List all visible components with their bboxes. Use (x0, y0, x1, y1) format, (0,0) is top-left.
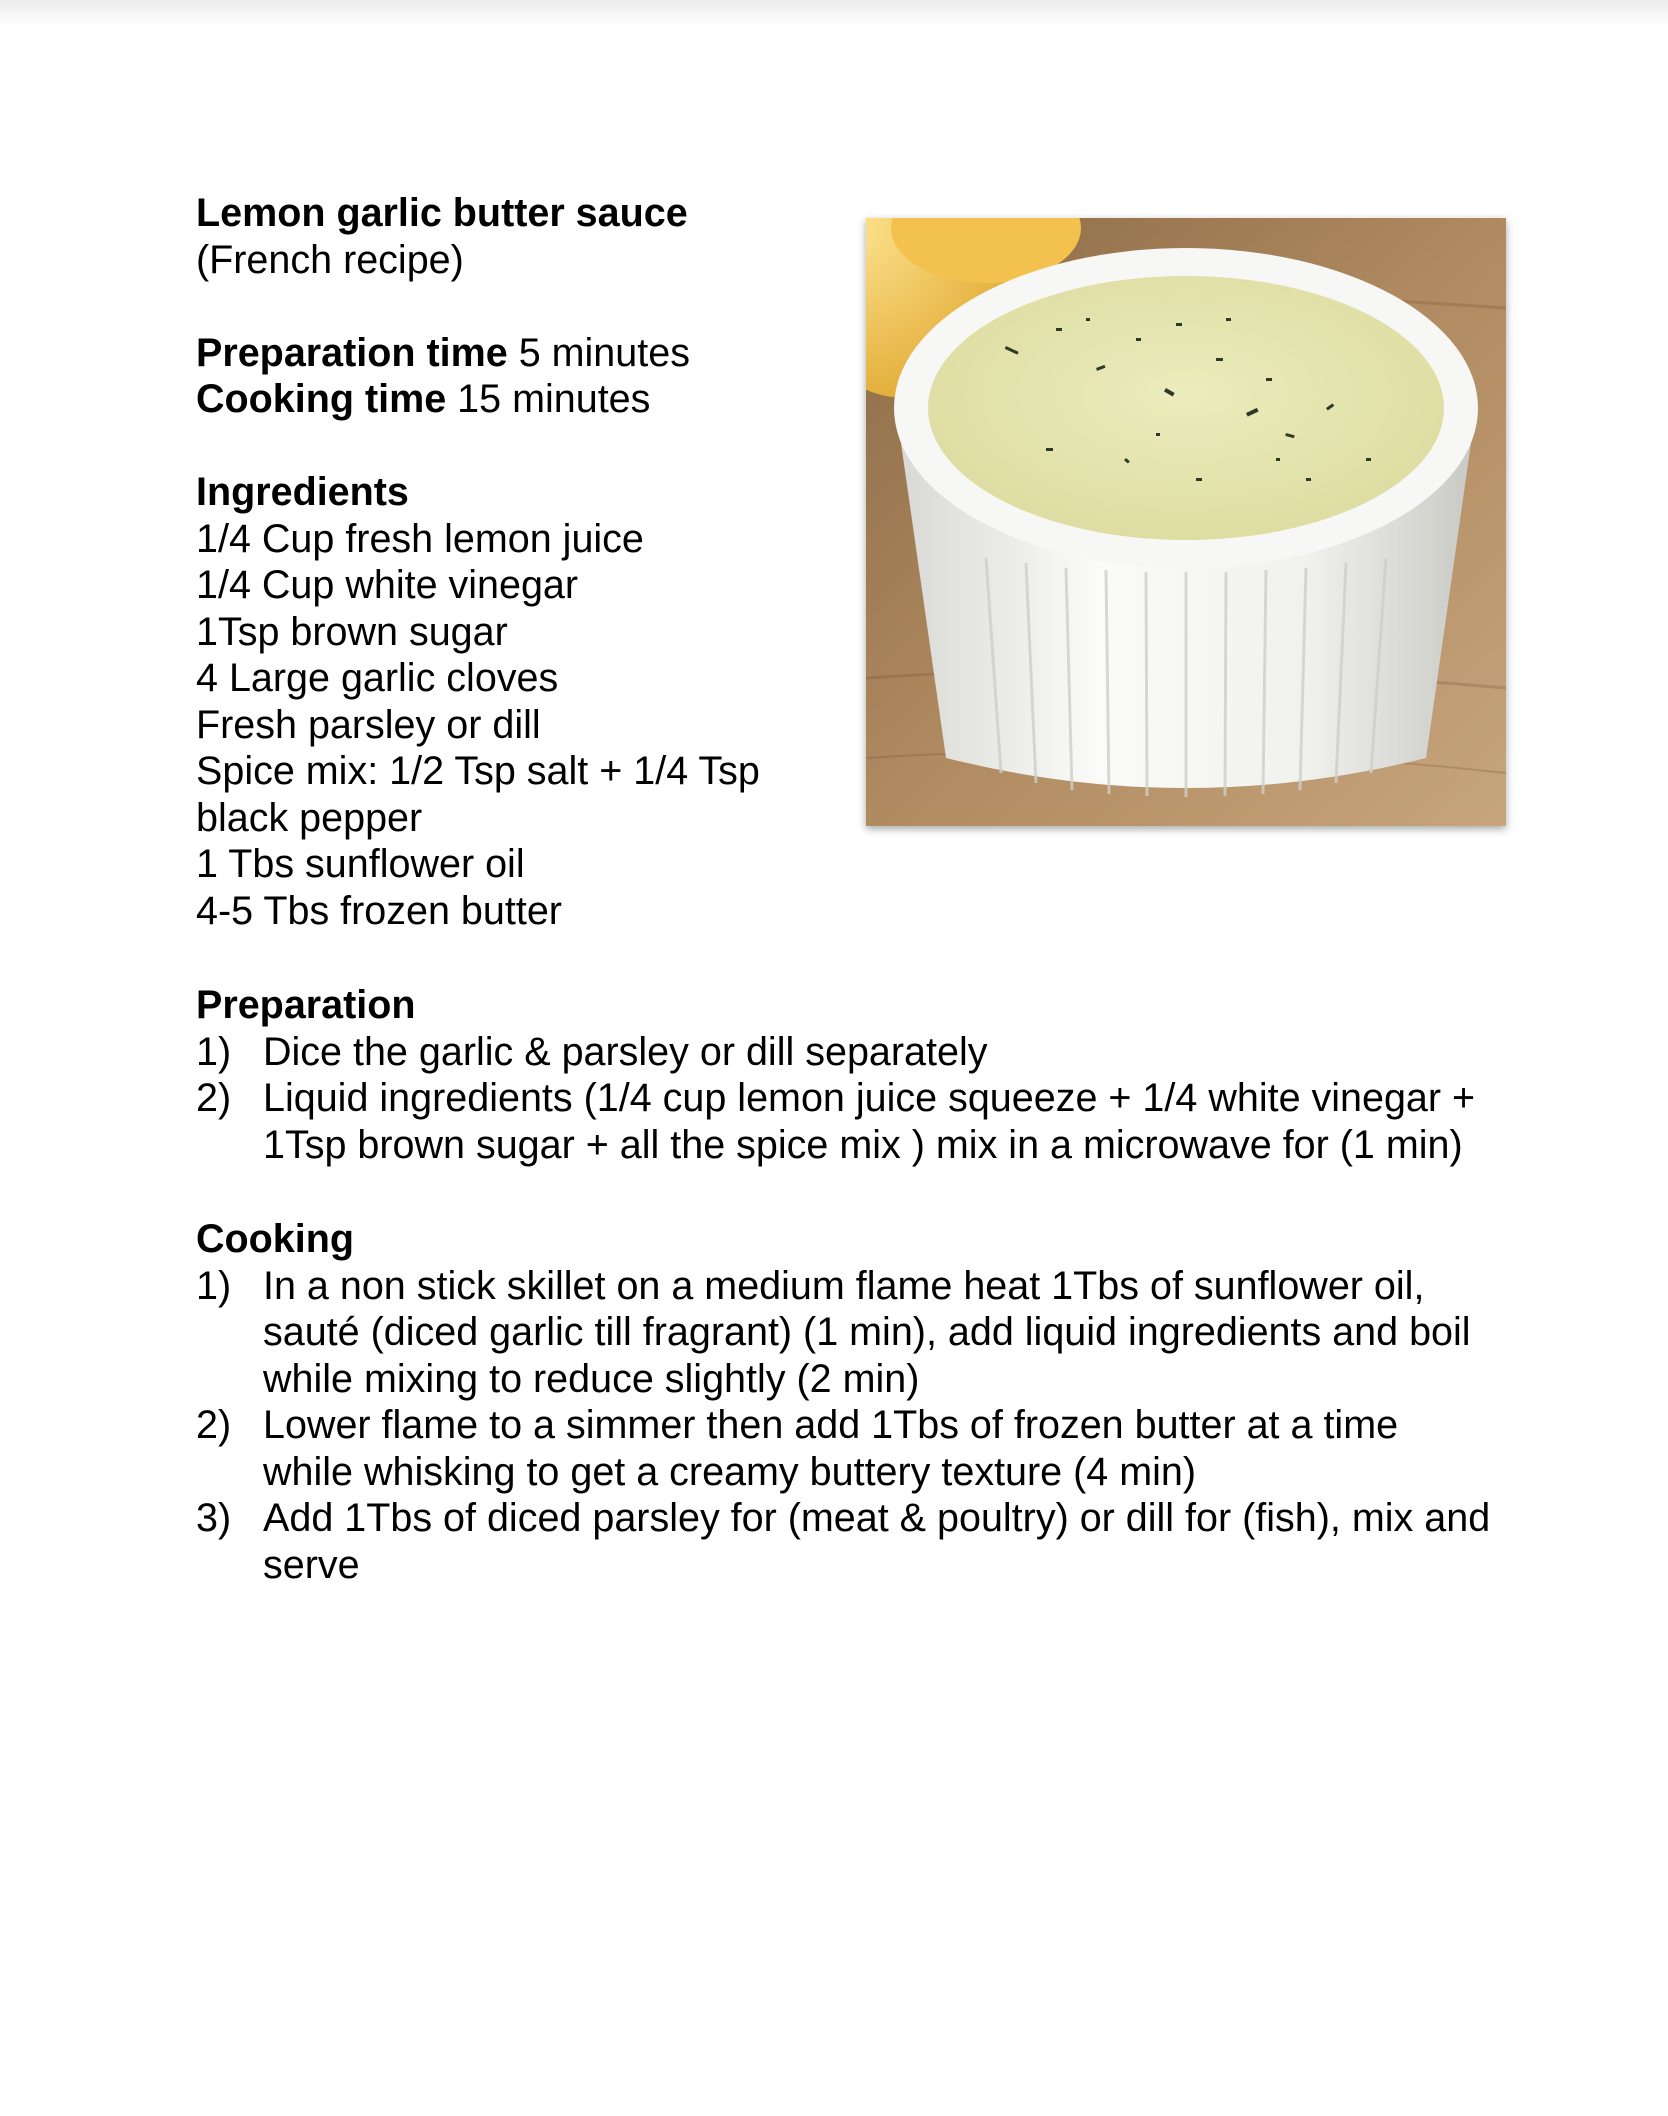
ingredient-item: 1Tsp brown sugar (196, 609, 508, 654)
step-number: 2) (196, 1403, 232, 1447)
step-text: Lower flame to a simmer then add 1Tbs of frozen butter at a time while whisking to get a creamy buttery texture (4 min) (263, 1403, 1399, 1494)
sauce-bowl-photo (866, 218, 1506, 826)
ingredient-item: Spice mix: 1/2 Tsp salt + 1/4 Tsp black pepper (196, 749, 760, 840)
preparation-step (196, 1029, 1496, 1076)
cooking-steps (196, 1263, 1496, 1589)
ingredient-item: 1/4 Cup white vinegar (196, 563, 579, 607)
sauce-surface (928, 276, 1444, 540)
cooking-step (196, 1402, 1496, 1495)
step-text: Dice the garlic & parsley or dill separately (263, 1029, 988, 1074)
cooking-heading: Cooking (196, 1217, 354, 1261)
preparation-heading: Preparation (196, 983, 416, 1027)
ingredient-item: 1/4 Cup fresh lemon juice (196, 516, 644, 561)
cooking-step (196, 1495, 1496, 1588)
step-number: 2) (196, 1076, 232, 1120)
sauce-bowl-illustration (866, 218, 1506, 826)
step-text: Add 1Tbs of diced parsley for (meat & poultry) or dill for (fish), mix and serve (263, 1496, 1491, 1587)
step-number: 1) (196, 1029, 232, 1074)
spacer (196, 934, 1496, 982)
prep-time-value: 5 minutes (518, 330, 690, 375)
step-text: Liquid ingredients (1/4 cup lemon juice squeeze + 1/4 white vinegar + 1Tsp brown sugar + all the spice mix ) mix in a microwave for (1 min) (263, 1076, 1476, 1167)
ingredient-item: 4 Large garlic cloves (196, 656, 559, 700)
cook-time-value: 15 minutes (457, 377, 651, 421)
ingredients-heading: Ingredients (196, 470, 409, 514)
recipe-title: Lemon garlic butter sauce (196, 191, 688, 235)
ingredient-item: 1 Tbs sunflower oil (196, 842, 525, 886)
step-number: 1) (196, 1263, 232, 1308)
cooking-step (196, 1263, 1496, 1403)
prep-time-label: Preparation time (196, 330, 508, 375)
bowl (894, 248, 1478, 797)
preparation-steps (196, 1029, 1496, 1169)
ingredient-item: 4-5 Tbs frozen butter (196, 888, 562, 933)
cook-time-label: Cooking time (196, 377, 447, 421)
page-top-shadow (0, 0, 1668, 26)
step-number: 3) (196, 1496, 232, 1540)
recipe-subtitle: (French recipe) (196, 237, 464, 282)
step-text: In a non stick skillet on a medium flame heat 1Tbs of sunflower oil, sauté (diced garlic till fragrant) (1 min), add liquid ingredients and boil while mixing to reduce slightly (2 min) (263, 1263, 1471, 1401)
ingredient-item: Fresh parsley or dill (196, 702, 541, 747)
preparation-step (196, 1075, 1496, 1168)
spacer (196, 1168, 1496, 1216)
